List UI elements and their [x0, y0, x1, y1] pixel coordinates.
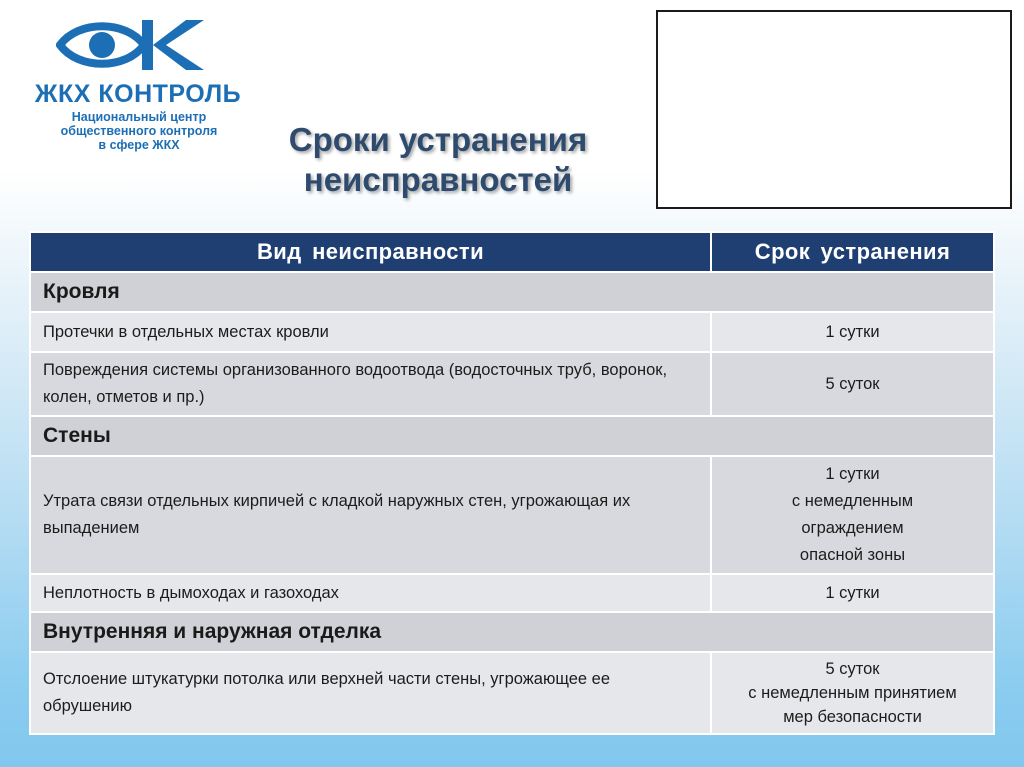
table-row — [30, 652, 994, 734]
section-title: Кровля — [30, 272, 994, 312]
logo-subtitle — [24, 110, 254, 152]
page-title — [228, 120, 648, 200]
defect-cell: Отслоение штукатурки потолка или верхней части стены, угрожающее ее обрушению — [30, 652, 711, 734]
defects-table — [29, 231, 995, 735]
term-line: ограждением — [801, 519, 904, 537]
defect-cell: Протечки в отдельных местах кровли — [30, 312, 711, 352]
term-line: 1 сутки — [825, 322, 880, 341]
term-cell — [711, 574, 994, 612]
table-header-row — [30, 232, 994, 272]
table-row — [30, 312, 994, 352]
page-title-line: Сроки устранения — [288, 121, 588, 158]
term-line: 5 суток — [825, 660, 880, 678]
section-row — [30, 272, 994, 312]
term-cell — [711, 352, 994, 416]
logo — [16, 14, 256, 152]
column-header-defect: Вид неисправности — [30, 232, 711, 272]
logo-subtitle-line: в сфере ЖКХ — [98, 138, 180, 152]
table-row — [30, 456, 994, 574]
image-placeholder — [656, 10, 1012, 209]
logo-name: ЖКХ КОНТРОЛЬ — [34, 80, 242, 108]
section-title: Внутренняя и наружная отделка — [30, 612, 994, 652]
logo-subtitle-line: Национальный центр — [71, 110, 207, 124]
section-title: Стены — [30, 416, 994, 456]
term-line: мер безопасности — [783, 708, 922, 726]
section-row — [30, 416, 994, 456]
term-line: 1 сутки — [825, 583, 880, 602]
column-header-term: Срок устранения — [711, 232, 994, 272]
term-cell — [711, 456, 994, 574]
term-line: опасной зоны — [799, 546, 906, 564]
defect-cell: Утрата связи отдельных кирпичей с кладкой наружных стен, угрожающая их выпадением — [30, 456, 711, 574]
defect-cell: Неплотность в дымоходах и газоходах — [30, 574, 711, 612]
table-row — [30, 352, 994, 416]
defect-cell: Повреждения системы организованного водоотвода (водосточных труб, воронок, колен, отметов и пр.) — [30, 352, 711, 416]
table-row — [30, 574, 994, 612]
term-cell — [711, 312, 994, 352]
eye-k-logo-icon — [56, 14, 216, 76]
term-line: 1 сутки — [825, 465, 880, 483]
term-line: 5 суток — [825, 374, 880, 393]
page-title-line: неисправностей — [303, 161, 573, 198]
term-line: с немедленным принятием — [748, 684, 957, 702]
term-cell — [711, 652, 994, 734]
section-row — [30, 612, 994, 652]
term-line: с немедленным — [791, 492, 914, 510]
logo-subtitle-line: общественного контроля — [60, 124, 218, 138]
